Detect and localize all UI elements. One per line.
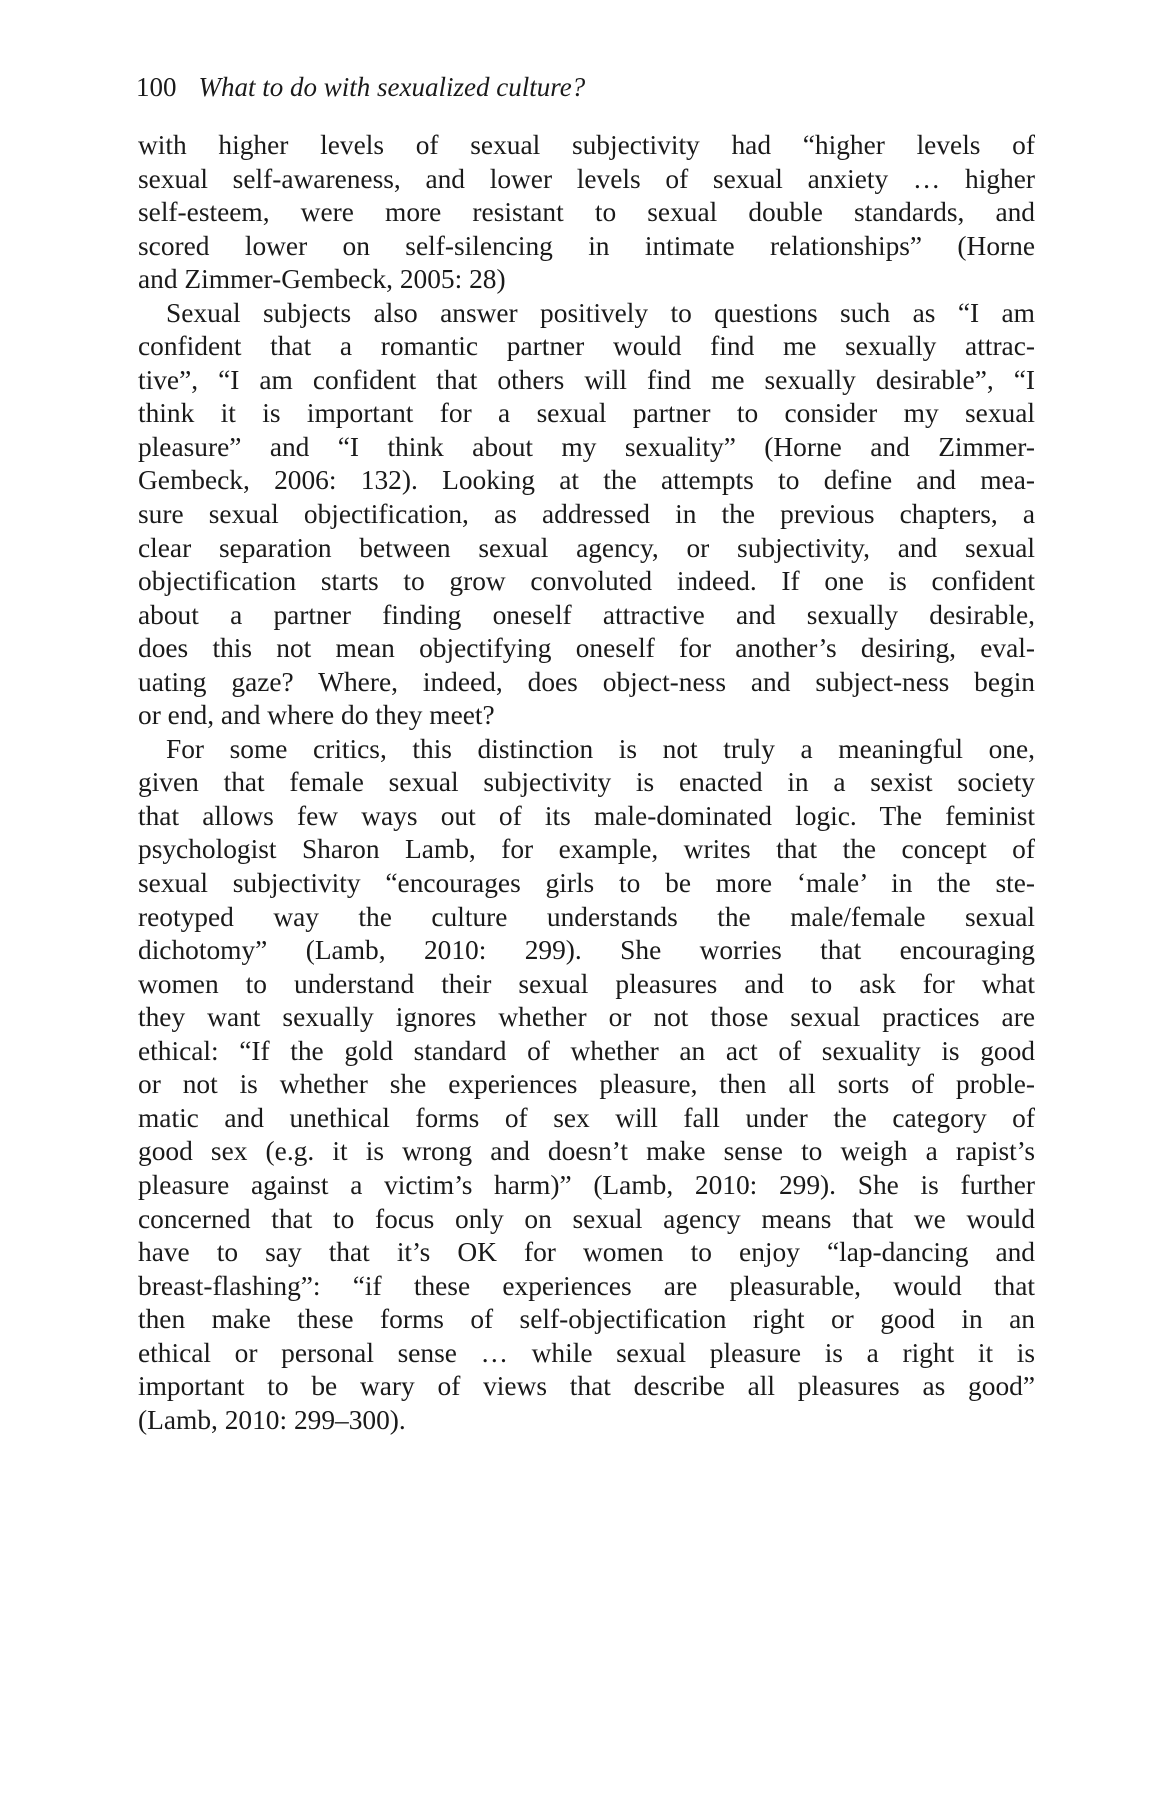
- text-line: and Zimmer-Gembeck, 2005: 28): [138, 264, 506, 295]
- paragraph-2: [138, 297, 1035, 733]
- text-line: clear separation between sexual agency, or subjectivity, and sexual: [138, 532, 1035, 563]
- running-head: [136, 70, 585, 104]
- chapter-title: What to do with sexualized culture?: [198, 72, 586, 102]
- text-line: think it is important for a sexual partner to consider my sexual: [138, 398, 1035, 429]
- page-number: 100: [136, 72, 177, 102]
- body-text: [138, 129, 1035, 1437]
- text-line: that allows few ways out of its male-dominated logic. The feminist: [138, 800, 1035, 831]
- text-line: concerned that to focus only on sexual agency means that we would: [138, 1203, 1035, 1234]
- text-line: given that female sexual subjectivity is enacted in a sexist society: [138, 767, 1035, 798]
- text-line: confident that a romantic partner would find me sexually attrac-: [138, 331, 1035, 362]
- text-line: self-esteem, were more resistant to sexual double standards, and: [138, 197, 1035, 228]
- text-line: good sex (e.g. it is wrong and doesn’t make sense to weigh a rapist’s: [138, 1136, 1035, 1167]
- text-line: dichotomy” (Lamb, 2010: 299). She worries that encouraging: [138, 935, 1035, 966]
- text-line: important to be wary of views that describe all pleasures as good”: [138, 1371, 1035, 1402]
- text-line: objectification starts to grow convoluted indeed. If one is confident: [138, 566, 1035, 597]
- text-line: about a partner finding oneself attractive and sexually desirable,: [138, 599, 1035, 630]
- text-line: or end, and where do they meet?: [138, 700, 495, 731]
- text-line: Sexual subjects also answer positively to questions such as “I am: [166, 297, 1035, 328]
- text-line: have to say that it’s OK for women to enjoy “lap-dancing and: [138, 1237, 1035, 1268]
- text-line: breast-flashing”: “if these experiences are pleasurable, would that: [138, 1270, 1035, 1301]
- text-line: they want sexually ignores whether or not those sexual practices are: [138, 1002, 1035, 1033]
- text-line: scored lower on self-silencing in intimate relationships” (Horne: [138, 230, 1035, 261]
- text-line: pleasure against a victim’s harm)” (Lamb, 2010: 299). She is further: [138, 1169, 1035, 1200]
- text-line: then make these forms of self-objectification right or good in an: [138, 1304, 1035, 1335]
- text-line: sexual subjectivity “encourages girls to be more ‘male’ in the ste-: [138, 868, 1035, 899]
- paragraph-1: [138, 129, 1035, 297]
- text-line: tive”, “I am confident that others will find me sexually desirable”, “I: [138, 364, 1035, 395]
- text-line: Gembeck, 2006: 132). Looking at the attempts to define and mea-: [138, 465, 1035, 496]
- text-line: psychologist Sharon Lamb, for example, writes that the concept of: [138, 834, 1035, 865]
- text-line: sexual self-awareness, and lower levels of sexual anxiety … higher: [138, 163, 1035, 194]
- text-line: For some critics, this distinction is not truly a meaningful one,: [166, 733, 1035, 764]
- text-line: pleasure” and “I think about my sexuality” (Horne and Zimmer-: [138, 431, 1035, 462]
- text-line: ethical or personal sense … while sexual pleasure is a right it is: [138, 1337, 1035, 1368]
- text-line: does this not mean objectifying oneself for another’s desiring, eval-: [138, 633, 1035, 664]
- text-line: matic and unethical forms of sex will fall under the category of: [138, 1102, 1035, 1133]
- text-line: (Lamb, 2010: 299–300).: [138, 1404, 406, 1435]
- paragraph-3: [138, 733, 1035, 1437]
- text-line: sure sexual objectification, as addressed in the previous chapters, a: [138, 499, 1035, 530]
- text-line: or not is whether she experiences pleasure, then all sorts of proble-: [138, 1069, 1035, 1100]
- text-line: with higher levels of sexual subjectivity had “higher levels of: [138, 130, 1035, 160]
- text-line: women to understand their sexual pleasures and to ask for what: [138, 968, 1035, 999]
- text-line: reotyped way the culture understands the male/female sexual: [138, 901, 1035, 932]
- text-line: ethical: “If the gold standard of whether an act of sexuality is good: [138, 1035, 1035, 1066]
- text-line: uating gaze? Where, indeed, does object-ness and subject-ness begin: [138, 666, 1035, 697]
